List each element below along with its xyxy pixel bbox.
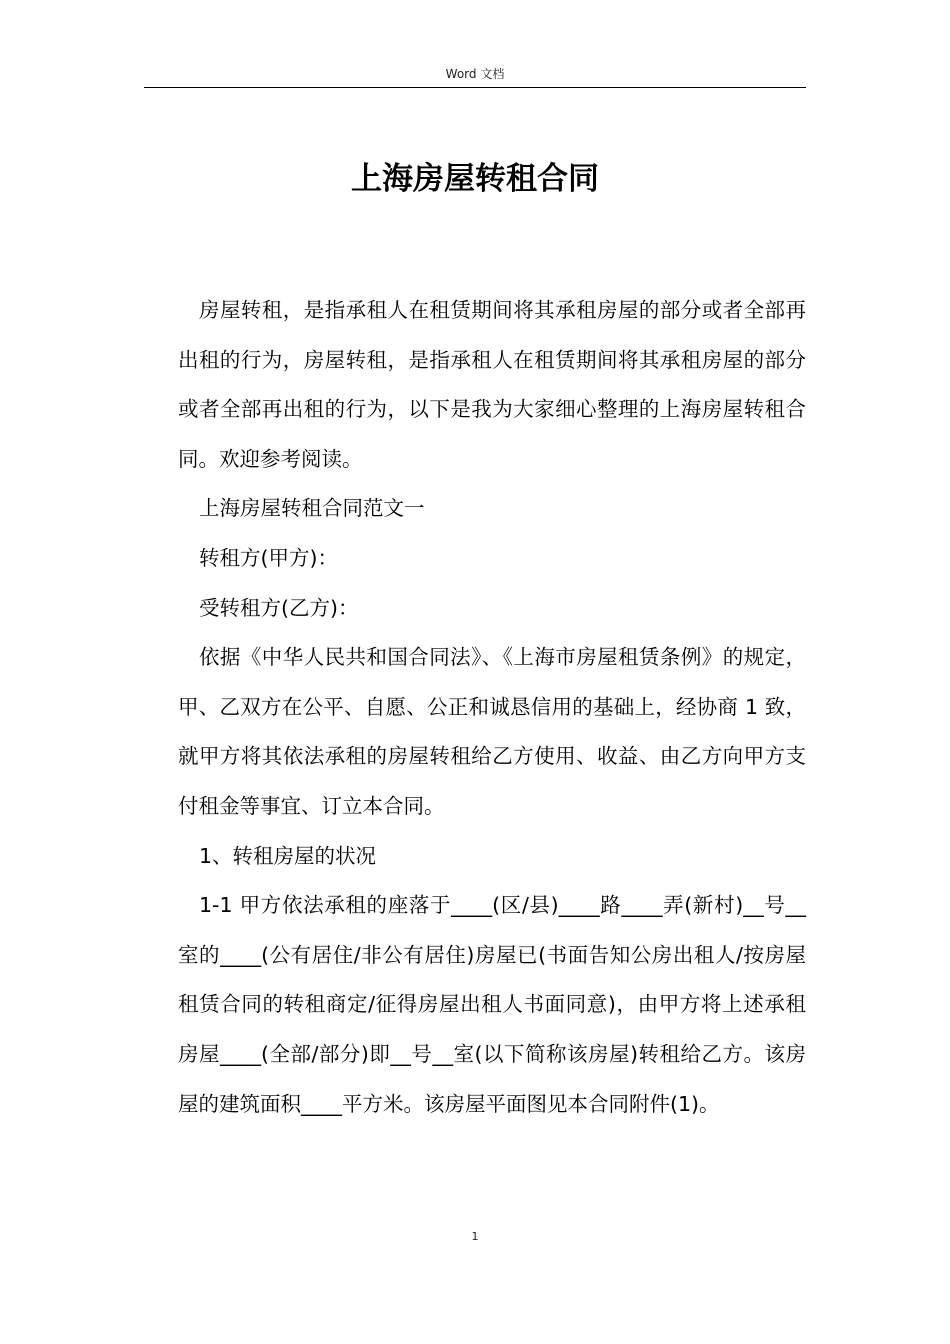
page-header: Word 文档 — [445, 67, 505, 81]
legal-basis-paragraph: 依据《中华人民共和国合同法》、《上海市房屋租赁条例》的规定，甲、乙双方在公平、自愿、公正和诚恳信用的基础上，经协商 1 致，就甲方将其依法承租的房屋转租给乙方使用、收益、由乙方向甲方支付租金等事宜、订立本合同。 — [178, 645, 806, 818]
document-body — [178, 286, 806, 1129]
clause-1-1-paragraph: 1-1 甲方依法承租的座落于____(区/县)____路____弄(新村)__号__室的____(公有居住/非公有居住)房屋已(书面告知公房出租人/按房屋租赁合同的转租商定/征得房屋出租人书面同意)，由甲方将上述承租房屋____(全部/部分)即__号__室(以下简称该房屋)转租给乙方。该房屋的建筑面积____平方米。该房屋平面图见本合同附件(1)。 — [178, 893, 806, 1116]
header-divider — [144, 87, 806, 88]
intro-paragraph: 房屋转租，是指承租人在租赁期间将其承租房屋的部分或者全部再出租的行为，房屋转租，是指承租人在租赁期间将其承租房屋的部分或者全部再出租的行为，以下是我为大家细心整理的上海房屋转租合同。欢迎参考阅读。 — [178, 298, 806, 471]
document-title: 上海房屋转租合同 — [351, 161, 599, 197]
party-a-line: 转租方(甲方)： — [199, 545, 338, 570]
sample-heading: 上海房屋转租合同范文一 — [199, 496, 425, 521]
party-b-line: 受转租方(乙方)： — [199, 595, 359, 620]
section-heading: 1、转租房屋的状况 — [199, 843, 377, 868]
page-number: 1 — [471, 1230, 479, 1243]
